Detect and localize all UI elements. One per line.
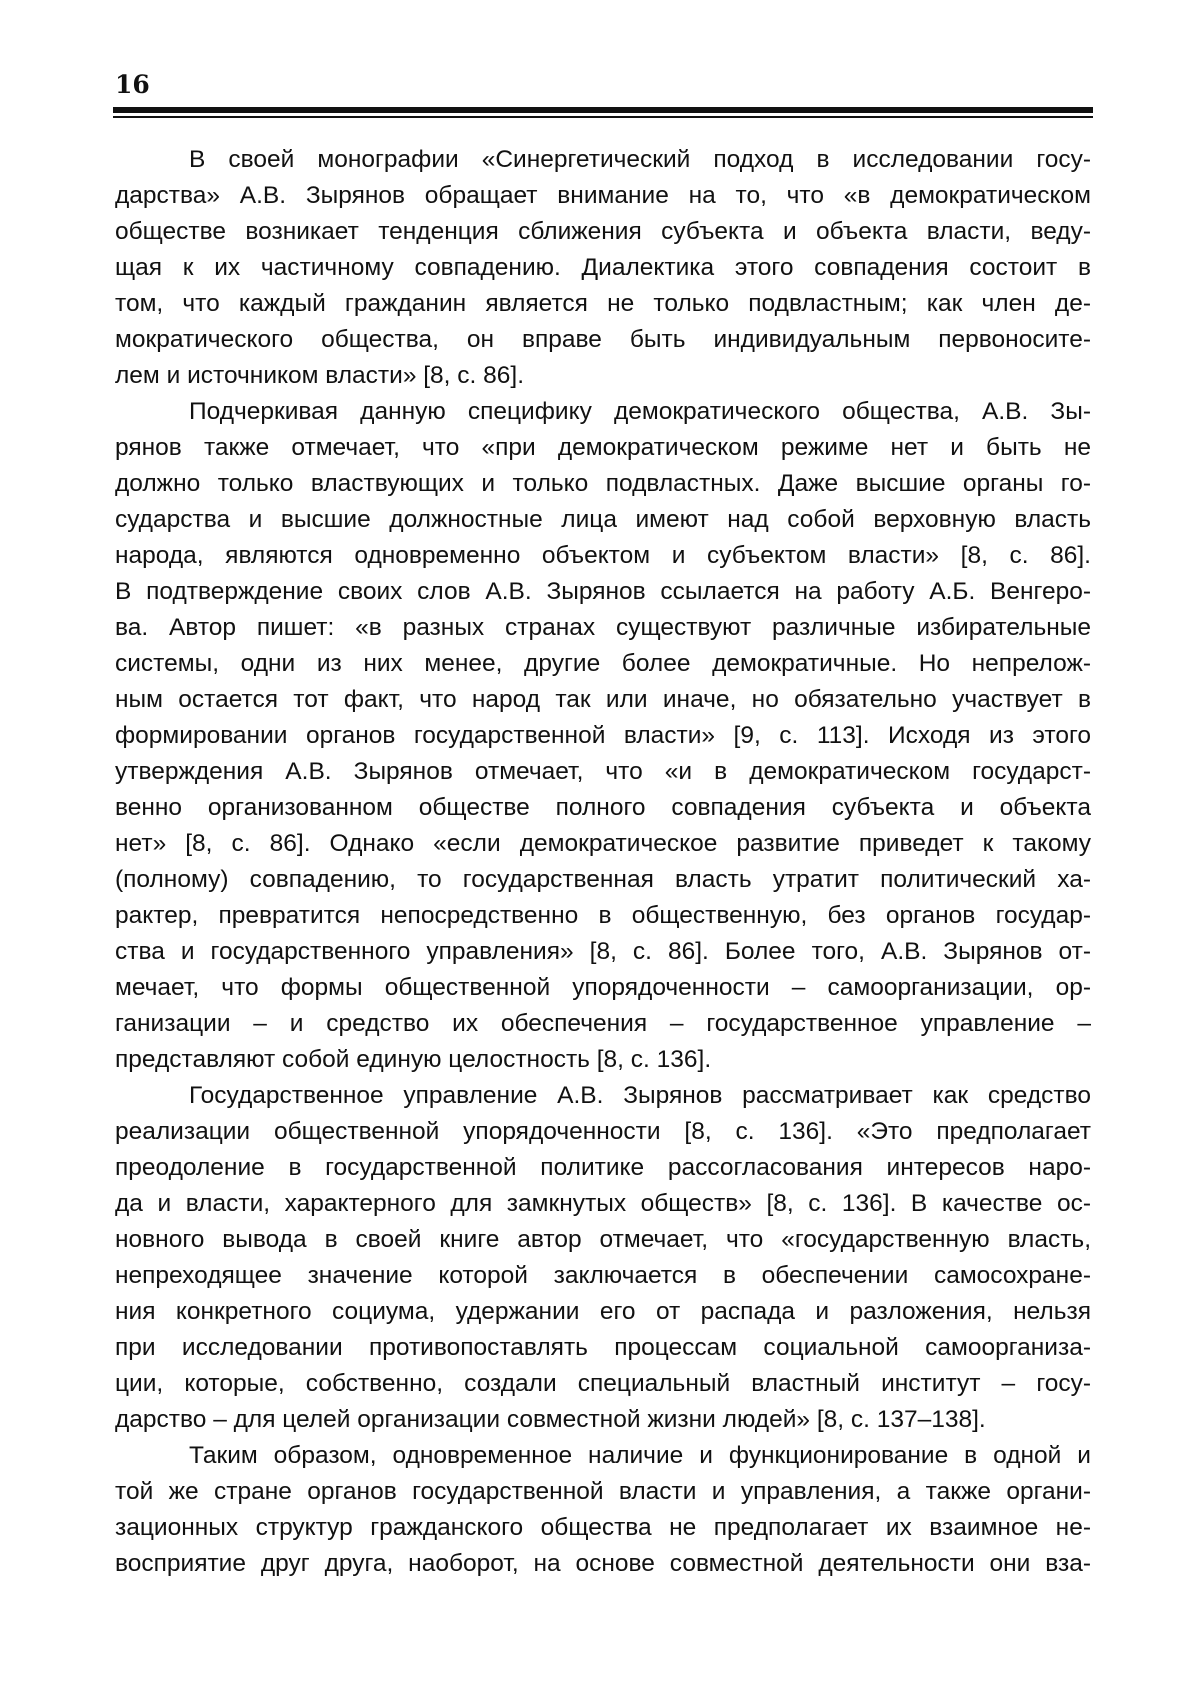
text-line: ния конкретного социума, удержании его от распада и разложения, нельзя (115, 1298, 1091, 1325)
text-line: реализации общественной упорядоченности [8, с. 136]. «Это предполагает (115, 1118, 1091, 1145)
text-line: восприятие друг друга, наоборот, на основе совместной деятельности они вза- (115, 1550, 1091, 1577)
text-line: зационных структур гражданского общества не предполагает их взаимное не- (115, 1514, 1091, 1541)
text-line: новного вывода в своей книге автор отмечает, что «государственную власть, (115, 1226, 1091, 1253)
text-line: ции, которые, собственно, создали специальный властный институт – госу- (115, 1370, 1091, 1397)
text-line: нет» [8, с. 86]. Однако «если демократическое развитие приведет к такому (115, 830, 1091, 857)
header-rule-thin (113, 116, 1093, 118)
text-line: утверждения А.В. Зырянов отмечает, что «и в демократическом государст- (115, 758, 1091, 785)
text-line: венно организованном обществе полного совпадения субъекта и объекта (115, 794, 1091, 821)
body-text (115, 142, 1091, 1582)
text-line: дарство – для целей организации совместной жизни людей» [8, с. 137–138]. (115, 1406, 986, 1433)
text-line: при исследовании противопоставлять процессам социальной самоорганиза- (115, 1334, 1091, 1361)
text-line: той же стране органов государственной власти и управления, а также органи- (115, 1478, 1091, 1505)
text-line: да и власти, характерного для замкнутых обществ» [8, с. 136]. В качестве ос- (115, 1190, 1091, 1217)
text-line: рактер, превратится непосредственно в общественную, без органов государ- (115, 902, 1091, 929)
text-line: обществе возникает тенденция сближения субъекта и объекта власти, веду- (115, 218, 1091, 245)
text-line: должно только властвующих и только подвластных. Даже высшие органы го- (115, 470, 1091, 497)
paragraph-1 (115, 142, 1091, 394)
text-line: народа, являются одновременно объектом и субъектом власти» [8, с. 86]. (115, 542, 1091, 569)
header-rule-thick (113, 107, 1093, 113)
paragraph-2 (115, 394, 1091, 1078)
text-line: мократического общества, он вправе быть индивидуальным первоносите- (115, 326, 1091, 353)
text-line: В своей монографии «Синергетический подход в исследовании госу- (189, 146, 1091, 173)
text-line: лем и источником власти» [8, с. 86]. (115, 362, 525, 389)
text-line: рянов также отмечает, что «при демократическом режиме нет и быть не (115, 434, 1091, 461)
text-line: мечает, что формы общественной упорядоченности – самоорганизации, ор- (115, 974, 1091, 1001)
text-line: непреходящее значение которой заключается в обеспечении самосохране- (115, 1262, 1091, 1289)
text-line: щая к их частичному совпадению. Диалектика этого совпадения состоит в (115, 254, 1091, 281)
text-line: представляют собой единую целостность [8, с. 136]. (115, 1046, 712, 1073)
text-line: (полному) совпадению, то государственная власть утратит политический ха- (115, 866, 1091, 893)
text-line: том, что каждый гражданин является не только подвластным; как член де- (115, 290, 1091, 317)
text-line: ва. Автор пишет: «в разных странах существуют различные избирательные (115, 614, 1091, 641)
page-number: 16 (115, 70, 150, 99)
text-line: Подчеркивая данную специфику демократического общества, А.В. Зы- (189, 398, 1091, 425)
paragraph-4 (115, 1438, 1091, 1582)
text-line: системы, одни из них менее, другие более демократичные. Но непрелож- (115, 650, 1091, 677)
text-line: ным остается тот факт, что народ так или иначе, но обязательно участвует в (115, 686, 1091, 713)
text-line: ства и государственного управления» [8, с. 86]. Более того, А.В. Зырянов от- (115, 938, 1091, 965)
text-line: сударства и высшие должностные лица имеют над собой верховную власть (115, 506, 1091, 533)
text-line: дарства» А.В. Зырянов обращает внимание на то, что «в демократическом (115, 182, 1091, 209)
text-line: В подтверждение своих слов А.В. Зырянов ссылается на работу А.Б. Венгеро- (115, 578, 1091, 605)
text-line: ганизации – и средство их обеспечения – государственное управление – (115, 1010, 1091, 1037)
paragraph-3 (115, 1078, 1091, 1438)
text-line: формировании органов государственной власти» [9, с. 113]. Исходя из этого (115, 722, 1091, 749)
text-line: Таким образом, одновременное наличие и функционирование в одной и (189, 1442, 1091, 1469)
text-line: Государственное управление А.В. Зырянов рассматривает как средство (189, 1082, 1091, 1109)
text-line: преодоление в государственной политике рассогласования интересов наро- (115, 1154, 1091, 1181)
